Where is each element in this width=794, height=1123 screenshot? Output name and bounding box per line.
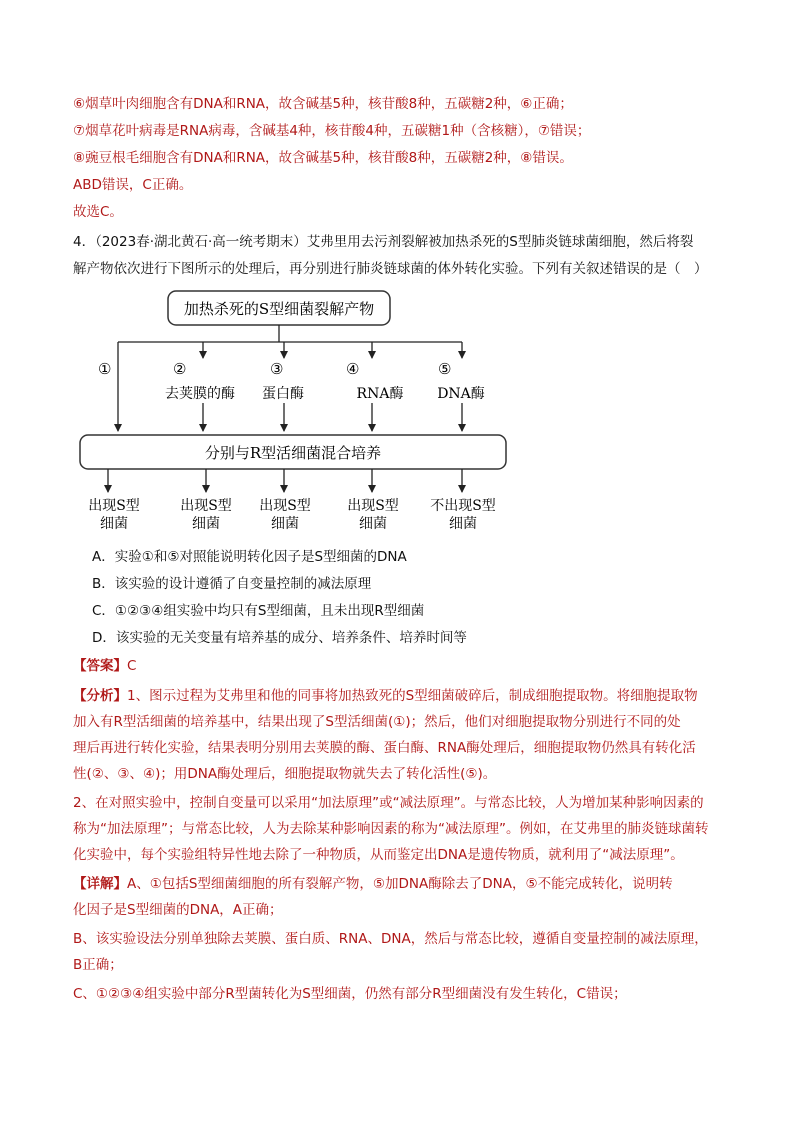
analysis-tag: 【分析】 (73, 688, 127, 704)
step-num-4: ④ (346, 360, 360, 378)
experiment-diagram (76, 286, 516, 536)
result-4-line1: 出现S型 (347, 498, 399, 514)
enzyme-label-3: 蛋白酶 (262, 386, 304, 402)
question-line-2: 解产物依次进行下图所示的处理后，再分别进行肺炎链球菌的体外转化实验。下列有关叙述错误的是（ ） (73, 261, 708, 277)
analysis-line: 称为“加法原理”；与常态比较，人为去除某种影响因素的称为“减法原理”。例如，在艾弗里的肺炎链球菌转 (73, 821, 709, 837)
top-box-label: 加热杀死的S型细菌裂解产物 (183, 300, 375, 318)
detail-line: B正确； (73, 957, 123, 973)
enzyme-label-2: 去荚膜的酶 (165, 386, 235, 402)
option-c: C．①②③④组实验中均只有S型细菌，且未出现R型细菌 (92, 603, 425, 619)
analysis-line: 2、在对照实验中，控制自变量可以采用“加法原理”或“减法原理”。与常态比较，人为增加某种影响因素的 (73, 795, 704, 811)
analysis-line: 化实验中，每个实验组特异性地去除了一种物质，从而鉴定出DNA是遗传物质，就利用了“减法原理”。 (73, 847, 684, 863)
diagram-svg (76, 286, 516, 536)
analysis-line: 性(②、③、④)；用DNA酶处理后，细胞提取物就失去了转化活性(⑤)。 (73, 766, 497, 782)
result-1-line2: 细菌 (100, 516, 128, 532)
enzyme-label-5: DNA酶 (437, 386, 485, 402)
analysis-line: 加入有R型活细菌的培养基中，结果出现了S型活细菌(①)；然后，他们对细胞提取物分别进行不同的处 (73, 714, 681, 730)
answer-value: C (127, 658, 137, 674)
option-a: A．实验①和⑤对照能说明转化因子是S型细菌的DNA (92, 549, 407, 565)
detail-text: A、①包括S型细菌细胞的所有裂解产物，⑤加DNA酶除去了DNA，⑤不能完成转化，说明转 (127, 876, 673, 892)
option-b: B．该实验的设计遵循了自变量控制的减法原理 (92, 576, 372, 592)
step-num-2: ② (173, 360, 187, 378)
detail-line: C、①②③④组实验中部分R型菌转化为S型细菌，仍然有部分R型细菌没有发生转化，C错误； (73, 986, 627, 1002)
result-3-line1: 出现S型 (259, 498, 311, 514)
answer-line (73, 656, 136, 676)
result-5-line1: 不出现S型 (430, 498, 496, 514)
step-num-5: ⑤ (438, 360, 452, 378)
result-2-line2: 细菌 (192, 516, 220, 532)
result-4-line2: 细菌 (359, 516, 387, 532)
choose-line: 故选C。 (73, 204, 123, 220)
answer-tag: 【答案】 (73, 658, 127, 674)
analysis-line (73, 686, 698, 706)
mid-box-label: 分别与R型活细菌混合培养 (204, 444, 382, 462)
question-line-1: 4．（2023春·湖北黄石·高一统考期末）艾弗里用去污剂裂解被加热杀死的S型肺炎链球菌细胞，然后将裂 (73, 234, 694, 250)
explain-line: ABD错误，C正确。 (73, 177, 193, 193)
option-d: D．该实验的无关变量有培养基的成分、培养条件、培养时间等 (92, 630, 467, 646)
result-5-line2: 细菌 (449, 516, 477, 532)
enzyme-label-4: RNA酶 (356, 386, 404, 402)
explain-line: ⑥烟草叶肉细胞含有DNA和RNA，故含碱基5种，核苷酸8种，五碳糖2种，⑥正确； (73, 96, 573, 112)
result-3-line2: 细菌 (271, 516, 299, 532)
analysis-text: 1、图示过程为艾弗里和他的同事将加热致死的S型细菌破碎后，制成细胞提取物。将细胞提取物 (127, 688, 698, 704)
detail-tag: 【详解】 (73, 876, 127, 892)
step-num-3: ③ (270, 360, 284, 378)
detail-line: B、该实验设法分别单独除去荚膜、蛋白质、RNA、DNA，然后与常态比较，遵循自变量控制的减法原理， (73, 931, 708, 947)
detail-line (73, 874, 673, 894)
result-2-line1: 出现S型 (180, 498, 232, 514)
analysis-line: 理后再进行转化实验，结果表明分别用去荚膜的酶、蛋白酶、RNA酶处理后，细胞提取物仍然具有转化活 (73, 740, 696, 756)
explain-line: ⑧豌豆根毛细胞含有DNA和RNA，故含碱基5种，核苷酸8种，五碳糖2种，⑧错误。 (73, 150, 573, 166)
step-num-1: ① (98, 360, 112, 378)
explain-line: ⑦烟草花叶病毒是RNA病毒，含碱基4种，核苷酸4种，五碳糖1种（含核糖），⑦错误； (73, 123, 591, 139)
result-1-line1: 出现S型 (88, 498, 140, 514)
detail-line: 化因子是S型细菌的DNA，A正确； (73, 902, 283, 918)
